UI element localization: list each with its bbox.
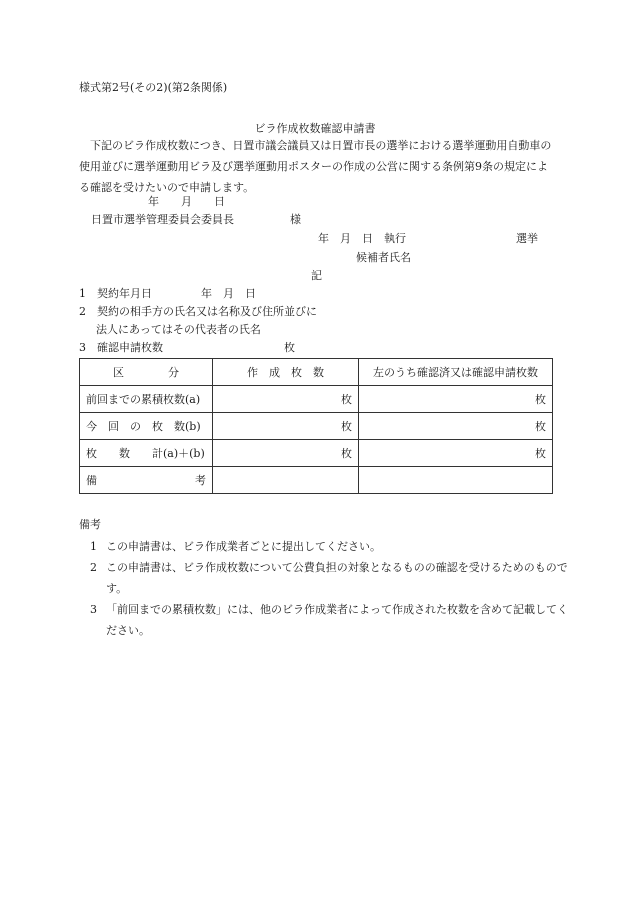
ki-heading: 記 (311, 269, 322, 282)
cell-confirmed: 枚 (359, 440, 553, 467)
notes-title: 備考 (79, 518, 101, 531)
confirmation-table (79, 358, 553, 494)
remarks-label-cell (80, 467, 213, 494)
header-produced-count: 作 成 枚 数 (213, 359, 359, 386)
document-title: ビラ作成枚数確認申請書 (254, 122, 376, 135)
candidate-name-label: 候補者氏名 (356, 251, 411, 264)
requested-count-label: 3 確認申請枚数 (79, 341, 163, 354)
table-remarks-row (80, 467, 553, 494)
contract-date-value: 年 月 日 (201, 287, 256, 300)
addressee: 日置市選挙管理委員会委員長 (91, 213, 234, 226)
cell-produced: 枚 (213, 440, 359, 467)
contract-party-label-cont: 法人にあってはその代表者の氏名 (96, 323, 261, 336)
note-number: 2 (90, 561, 97, 574)
table-header-row (80, 359, 553, 386)
note-item (90, 557, 570, 599)
cell-produced: 枚 (213, 413, 359, 440)
table-row (80, 440, 553, 467)
honorific: 様 (290, 213, 301, 226)
header-category: 区 分 (80, 359, 213, 386)
note-text: 「前回までの累積枚数」には、他のビラ作成業者によって作成された枚数を含めて記載してください。 (106, 603, 568, 637)
contract-party-label: 2 契約の相手方の氏名又は名称及び住所並びに (79, 305, 317, 318)
remarks-label-left: 備 (86, 474, 97, 487)
election-label: 選挙 (516, 232, 538, 245)
table-row (80, 386, 553, 413)
row-label: 前回までの累積枚数(a) (80, 386, 213, 413)
note-item (90, 599, 570, 641)
form-id: 様式第2号(その2)(第2条関係) (79, 81, 228, 94)
header-confirmed-count: 左のうち確認済又は確認申請枚数 (359, 359, 553, 386)
election-date: 年 月 日 執行 (318, 232, 406, 245)
requested-count-unit: 枚 (284, 341, 295, 354)
row-label: 枚 数 計(a)＋(b) (80, 440, 213, 467)
note-text: この申請書は、ビラ作成枚数について公費負担の対象となるものの確認を受けるためのものです。 (106, 561, 568, 595)
note-item (90, 536, 554, 557)
cell-confirmed: 枚 (359, 386, 553, 413)
intro-paragraph: 下記のビラ作成枚数につき、日置市議会議員又は日置市長の選挙における選挙運動用自動車の使用並びに選挙運動用ビラ及び選挙運動用ポスターの作成の公営に関する条例第9条の規定による確認を受けたいので申請します。 (79, 139, 552, 194)
note-text: この申請書は、ビラ作成業者ごとに提出してください。 (106, 540, 381, 553)
note-number: 1 (90, 540, 97, 553)
contract-date-label: 1 契約年月日 (79, 287, 152, 300)
note-number: 3 (90, 603, 97, 616)
remarks-cell (213, 467, 359, 494)
table-row (80, 413, 553, 440)
row-label: 今 回 の 枚 数(b) (80, 413, 213, 440)
cell-produced: 枚 (213, 386, 359, 413)
application-date: 年 月 日 (148, 195, 225, 208)
remarks-cell (359, 467, 553, 494)
remarks-label-right: 考 (195, 474, 206, 487)
cell-confirmed: 枚 (359, 413, 553, 440)
